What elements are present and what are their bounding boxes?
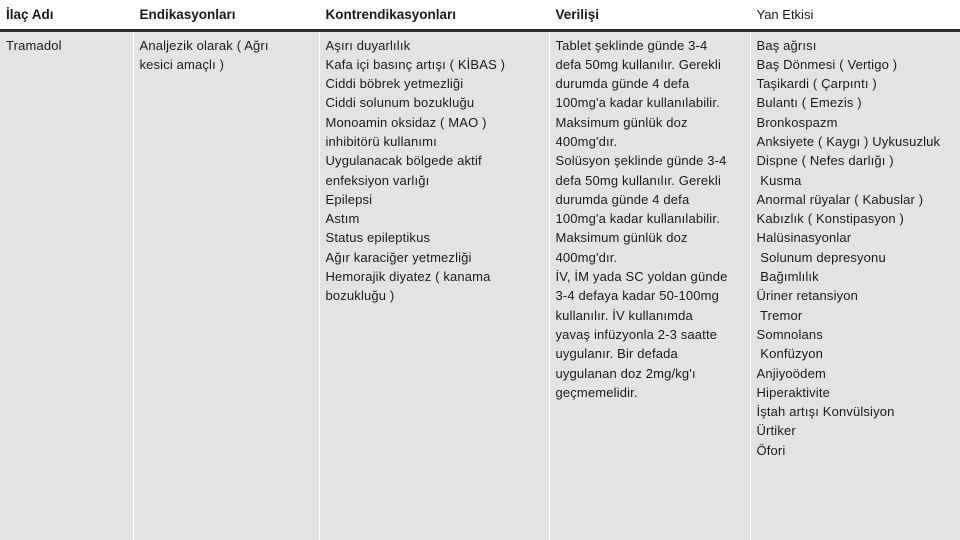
administration-line: Tablet şeklinde günde 3-4 bbox=[555, 37, 708, 53]
administration-line: geçmemelidir. bbox=[555, 384, 638, 400]
side-effect-line: Anormal rüyalar ( Kabuslar ) bbox=[756, 191, 924, 207]
administration-line: durumda günde 4 defa bbox=[555, 76, 690, 92]
indication-line: kesici amaçlı ) bbox=[139, 56, 225, 72]
contraindication-line: bozukluğu ) bbox=[325, 288, 395, 304]
administration-line: 100mg'a kadar kullanılabilir. bbox=[555, 211, 720, 227]
administration-line: 100mg'a kadar kullanılabilir. bbox=[555, 95, 720, 111]
side-effect-line: Öfori bbox=[756, 442, 786, 458]
administration-line: Maksimum günlük doz bbox=[555, 114, 688, 130]
side-effect-line: Konfüzyon bbox=[756, 346, 824, 362]
contraindication-line: Uygulanacak bölgede aktif bbox=[325, 153, 482, 169]
side-effect-line: Üriner retansiyon bbox=[756, 288, 859, 304]
administration-line: İV, İM yada SC yoldan günde bbox=[555, 269, 728, 285]
contraindication-line: enfeksiyon varlığı bbox=[325, 172, 430, 188]
contraindication-line: Status epileptikus bbox=[325, 230, 431, 246]
administration-line: defa 50mg kullanılır. Gerekli bbox=[555, 56, 721, 72]
side-effect-line: Taşikardi ( Çarpıntı ) bbox=[756, 76, 877, 92]
contraindication-line: Aşırı duyarlılık bbox=[325, 37, 411, 53]
side-effect-line: Hiperaktivite bbox=[756, 384, 830, 400]
contraindication-line: Monoamin oksidaz ( MAO ) bbox=[325, 114, 487, 130]
side-effect-line: Bağımlılık bbox=[756, 269, 819, 285]
side-effect-line: Kusma bbox=[756, 172, 802, 188]
table-header-row bbox=[0, 0, 960, 30]
cell-indications bbox=[133, 30, 319, 540]
header-administration: Verilişi bbox=[549, 0, 750, 30]
contraindication-line: Ciddi böbrek yetmezliği bbox=[325, 76, 464, 92]
indication-line: Analjezik olarak ( Ağrı bbox=[139, 37, 269, 53]
contraindication-line: Hemorajik diyatez ( kanama bbox=[325, 269, 491, 285]
side-effect-line: İştah artışı Konvülsiyon bbox=[756, 404, 895, 420]
administration-line: 3-4 defaya kadar 50-100mg bbox=[555, 288, 719, 304]
contraindication-line: Ciddi solunum bozukluğu bbox=[325, 95, 475, 111]
contraindication-line: Astım bbox=[325, 211, 360, 227]
administration-line: uygulanan doz 2mg/kg'ı bbox=[555, 365, 696, 381]
administration-line: kullanılır. İV kullanımda bbox=[555, 307, 693, 323]
administration-line: Maksimum günlük doz bbox=[555, 230, 688, 246]
table-row bbox=[0, 30, 960, 540]
side-effect-line: Anjiyoödem bbox=[756, 365, 826, 381]
cell-contraindications bbox=[319, 30, 549, 540]
contraindication-line: inhibitörü kullanımı bbox=[325, 133, 437, 149]
header-contraindications: Kontrendikasyonları bbox=[319, 0, 549, 30]
side-effect-line: Halüsinasyonlar bbox=[756, 230, 852, 246]
side-effect-line: Tremor bbox=[756, 307, 803, 323]
header-drug-name: İlaç Adı bbox=[0, 0, 133, 30]
administration-line: defa 50mg kullanılır. Gerekli bbox=[555, 172, 721, 188]
cell-drug-name bbox=[0, 30, 133, 540]
administration-line: yavaş infüzyonla 2-3 saatte bbox=[555, 326, 718, 342]
contraindication-line: Epilepsi bbox=[325, 191, 373, 207]
administration-line: uygulanır. Bir defada bbox=[555, 346, 678, 362]
administration-line: 400mg'dır. bbox=[555, 133, 618, 149]
side-effect-line: Baş ağrısı bbox=[756, 37, 817, 53]
side-effect-line: Bronkospazm bbox=[756, 114, 838, 130]
cell-administration bbox=[549, 30, 750, 540]
contraindication-line: Kafa içi basınç artışı ( KİBAS ) bbox=[325, 56, 506, 72]
administration-line: Solüsyon şeklinde günde 3-4 bbox=[555, 153, 727, 169]
side-effect-line: Solunum depresyonu bbox=[756, 249, 886, 265]
drug-name-text: Tramadol bbox=[6, 37, 62, 53]
side-effect-line: Dispne ( Nefes darlığı ) bbox=[756, 153, 894, 169]
contraindication-line: Ağır karaciğer yetmezliği bbox=[325, 249, 472, 265]
side-effect-line: Kabızlık ( Konstipasyon ) bbox=[756, 211, 905, 227]
side-effect-line: Anksiyete ( Kaygı ) Uykusuzluk bbox=[756, 133, 941, 149]
side-effect-line: Ürtiker bbox=[756, 423, 796, 439]
administration-line: 400mg'dır. bbox=[555, 249, 618, 265]
side-effect-line: Baş Dönmesi ( Vertigo ) bbox=[756, 56, 898, 72]
header-side-effects: Yan Etkisi bbox=[750, 0, 960, 30]
header-indications: Endikasyonları bbox=[133, 0, 319, 30]
administration-line: durumda günde 4 defa bbox=[555, 191, 690, 207]
cell-side-effects bbox=[750, 30, 960, 540]
side-effect-line: Bulantı ( Emezis ) bbox=[756, 95, 862, 111]
side-effect-line: Somnolans bbox=[756, 326, 823, 342]
